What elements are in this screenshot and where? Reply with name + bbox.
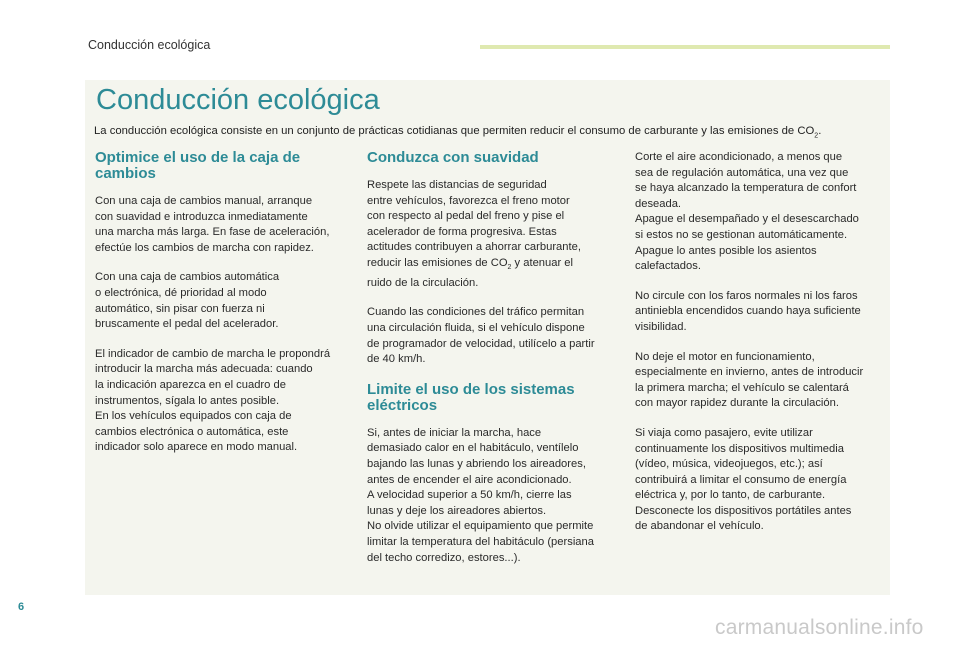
paragraph-headlamps: No circule con los faros normales ni los faros antiniebla encendidos cuando haya suficiente visibilidad. [635,289,861,333]
page-number: 6 [18,601,25,613]
section-heading-gearbox: Optimice el uso de la caja de cambios [95,149,301,182]
intro-end: . [818,125,822,137]
section-heading-electrical: Limite el uso de los sistemas eléctricos [367,380,575,414]
intro-subscript: 2 [814,132,819,140]
safety-text: Respete las distancias de seguridad entre vehículos, favorezca el freno motor con respecto al pedal del freno y pise el acelerador de forma progresiva. Estas actitudes contribuyen a ahorrar carburante, reducir las emisiones de CO [367,179,581,269]
paragraph-manual-gearbox: Con una caja de cambios manual, arranque con suavidad e introduzca inmediatamente una marcha más larga. En fase de aceleración, efectúe los cambios de marcha con rapidez. [95,195,330,254]
column-smooth-driving [367,150,617,580]
paragraph-passenger-devices: Si viaja como pasajero, evite utilizar continuamente los dispositivos multimedia (vídeo, música, videojuegos, etc.); así contribuirá a limitar el consumo de energía eléctrica y, por lo tanto, de carburante. Desconecte los dispositivos portátiles antes de abandonar el vehículo. [635,426,852,533]
co2-subscript: 2 [507,264,512,272]
paragraph-safety-distance [367,178,617,291]
watermark: carmanualsonline.info [715,616,924,639]
paragraph-cruise-control: Cuando las condiciones del tráfico permitan una circulación fluida, si el vehículo dispone de programador de velocidad, utilícelo a partir de 40 km/h. [367,306,595,366]
paragraph-ventilation: Si, antes de iniciar la marcha, hace demasiado calor en el habitáculo, ventílelo bajando las lunas y abriendo los aireadores, antes de encender el aire acondicionado. A velocidad superior a 50 km/h, cierre las lunas y deje los aireadores abiertos. No olvide utilizar el equipamiento que permite limitar la temperatura del habitáculo (persiana del techo corredizo, estores...). [367,426,594,564]
paragraph-engine-idle: No deje el motor en funcionamiento, especialmente en invierno, antes de introducir la primera marcha; el vehículo se calentará con mayor rapidez durante la circulación. [635,350,864,410]
paragraph-air-conditioning: Corte el aire acondicionado, a menos que sea de regulación automática, una vez que se haya alcanzado la temperatura de confort deseada. Apague el desempañado y el desescarchado si estos no se gestionan automáticamente. Apague lo antes posible los asientos calefactados. [635,151,859,273]
column-gearbox [95,150,353,470]
section-heading-smooth-driving: Conduzca con suavidad [367,149,539,166]
intro-paragraph [94,124,884,143]
paragraph-automatic-gearbox: Con una caja de cambios automática o electrónica, dé prioridad al modo automático, sin pisar con fuerza ni bruscamente el pedal del acelerador. [95,271,280,331]
safety-text-end: y atenuar el ruido de la circulación. [367,256,574,289]
header-rule [480,45,890,49]
page-title: Conducción ecológica [96,84,380,116]
running-header-title: Conducción ecológica [88,38,211,52]
intro-text: La conducción ecológica consiste en un conjunto de prácticas cotidianas que permiten reducir el consumo de carburante y las emisiones de CO [94,125,815,137]
paragraph-gear-indicator: El indicador de cambio de marcha le propondrá introducir la marcha más adecuada: cuando la indicación aparezca en el cuadro de instrumentos, sígala lo antes posible. En los vehículos equipados con caja de cambios electrónica o automática, este indicador solo aparece en modo manual. [95,347,331,454]
column-electrical-continued [635,150,885,549]
